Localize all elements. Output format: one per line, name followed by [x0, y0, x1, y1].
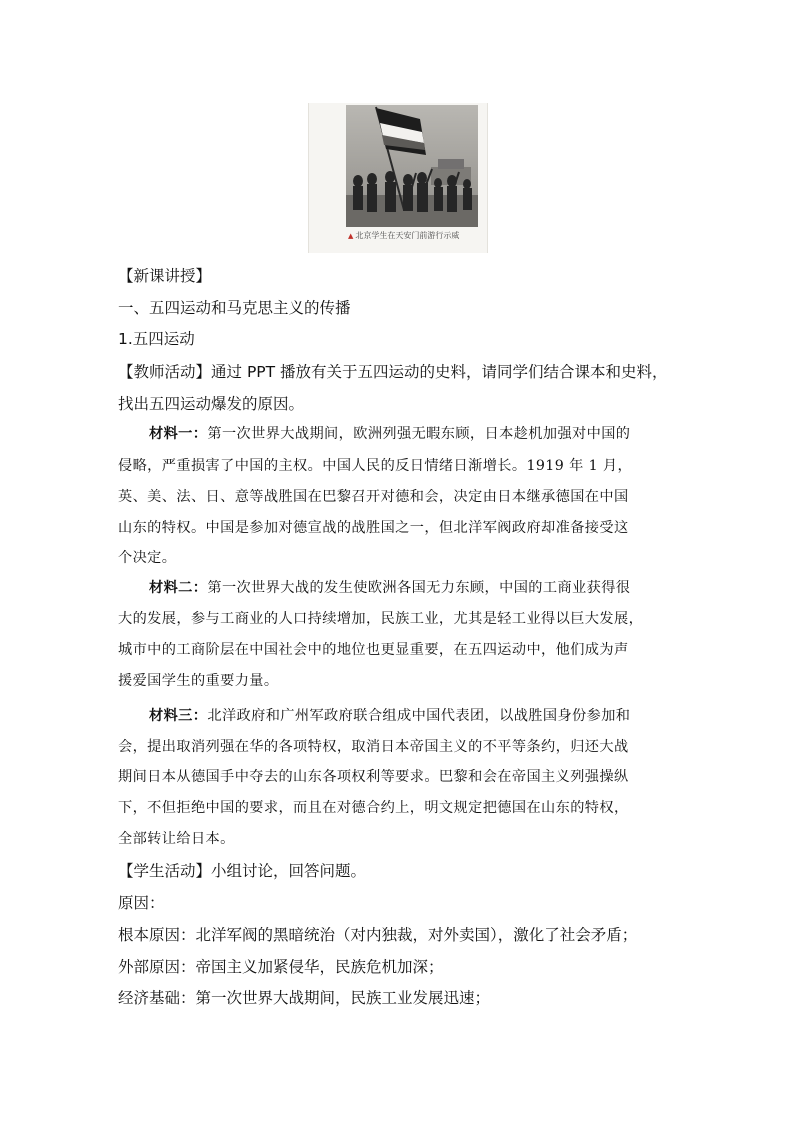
material2-line-2: 大的发展，参与工商业的人口持续增加，民族工业，尤其是轻工业得以巨大发展，: [118, 611, 644, 627]
photo-caption: [348, 230, 459, 241]
material3-line-5: 全部转让给日本。: [118, 831, 235, 847]
material3-label: 材料三：: [149, 708, 208, 724]
material2-text-1: 第一次世界大战的发生使欧洲各国无力东顾，中国的工商业获得很: [207, 580, 631, 596]
material2-label: 材料二：: [149, 580, 208, 596]
material1-line-4: 山东的特权。中国是参加对德宣战的战胜国之一，但北洋军阀政府却准备接受这: [118, 520, 629, 536]
protest-photo: [346, 105, 478, 227]
material1-line-3: 英、美、法、日、意等战胜国在巴黎召开对德和会，决定由日本继承德国在中国: [118, 489, 629, 505]
teacher-activity-line-1: [118, 362, 668, 382]
material3-text-1: 北洋政府和广州军政府联合组成中国代表团，以战胜国身份参加和: [207, 708, 631, 724]
section-title: 一、五四运动和马克思主义的传播: [118, 299, 351, 317]
teacher-activity-label: 【教师活动】: [118, 363, 212, 381]
material3-line-4: 下，不但拒绝中国的要求，而且在对德合约上，明文规定把德国在山东的特权，: [118, 800, 629, 816]
material2-line-1: [149, 578, 630, 598]
subsection-title: 1.五四运动: [118, 330, 195, 348]
student-activity-line: [118, 861, 366, 881]
photo-caption-text: 北京学生在天安门前游行示威: [355, 231, 460, 240]
reason-root: 根本原因：北洋军阀的黑暗统治（对内独裁，对外卖国），激化了社会矛盾；: [118, 926, 638, 944]
student-activity-text: 小组讨论，回答问题。: [211, 862, 367, 880]
material3-line-2: 会，提出取消列强在华的各项特权，取消日本帝国主义的不平等条约，归还大战: [118, 739, 629, 755]
teacher-activity-text-1: 通过 PPT 播放有关于五四运动的史料，请同学们结合课本和史料，: [211, 363, 668, 381]
material2-line-4: 援爱国学生的重要力量。: [118, 673, 279, 689]
material3-line-3: 期间日本从德国手中夺去的山东各项权利等要求。巴黎和会在帝国主义列强操纵: [118, 769, 629, 785]
material1-line-2: 侵略，严重损害了中国的主权。中国人民的反日情绪日渐增长。1919 年 1 月，: [118, 458, 633, 474]
material2-line-3: 城市中的工商阶层在中国社会中的地位也更显重要，在五四运动中，他们成为声: [118, 642, 629, 658]
reason-economic: 经济基础：第一次世界大战期间，民族工业发展迅速；: [118, 989, 491, 1007]
material1-text-1: 第一次世界大战期间，欧洲列强无暇东顾，日本趁机加强对中国的: [207, 426, 631, 442]
material1-line-5: 个决定。: [118, 550, 177, 566]
material3-line-1: [149, 706, 630, 726]
reasons-heading: 原因：: [118, 894, 165, 912]
triangle-icon: ▲: [348, 232, 354, 240]
student-activity-label: 【学生活动】: [118, 862, 212, 880]
new-lesson-heading: 【新课讲授】: [118, 267, 212, 285]
reason-external: 外部原因：帝国主义加紧侵华，民族危机加深；: [118, 958, 444, 976]
teacher-activity-line-2: 找出五四运动爆发的原因。: [118, 395, 305, 413]
protest-photo-image: [346, 105, 478, 227]
material1-line-1: [149, 424, 630, 444]
material1-label: 材料一：: [149, 426, 208, 442]
historical-photo-figure: [308, 103, 486, 253]
